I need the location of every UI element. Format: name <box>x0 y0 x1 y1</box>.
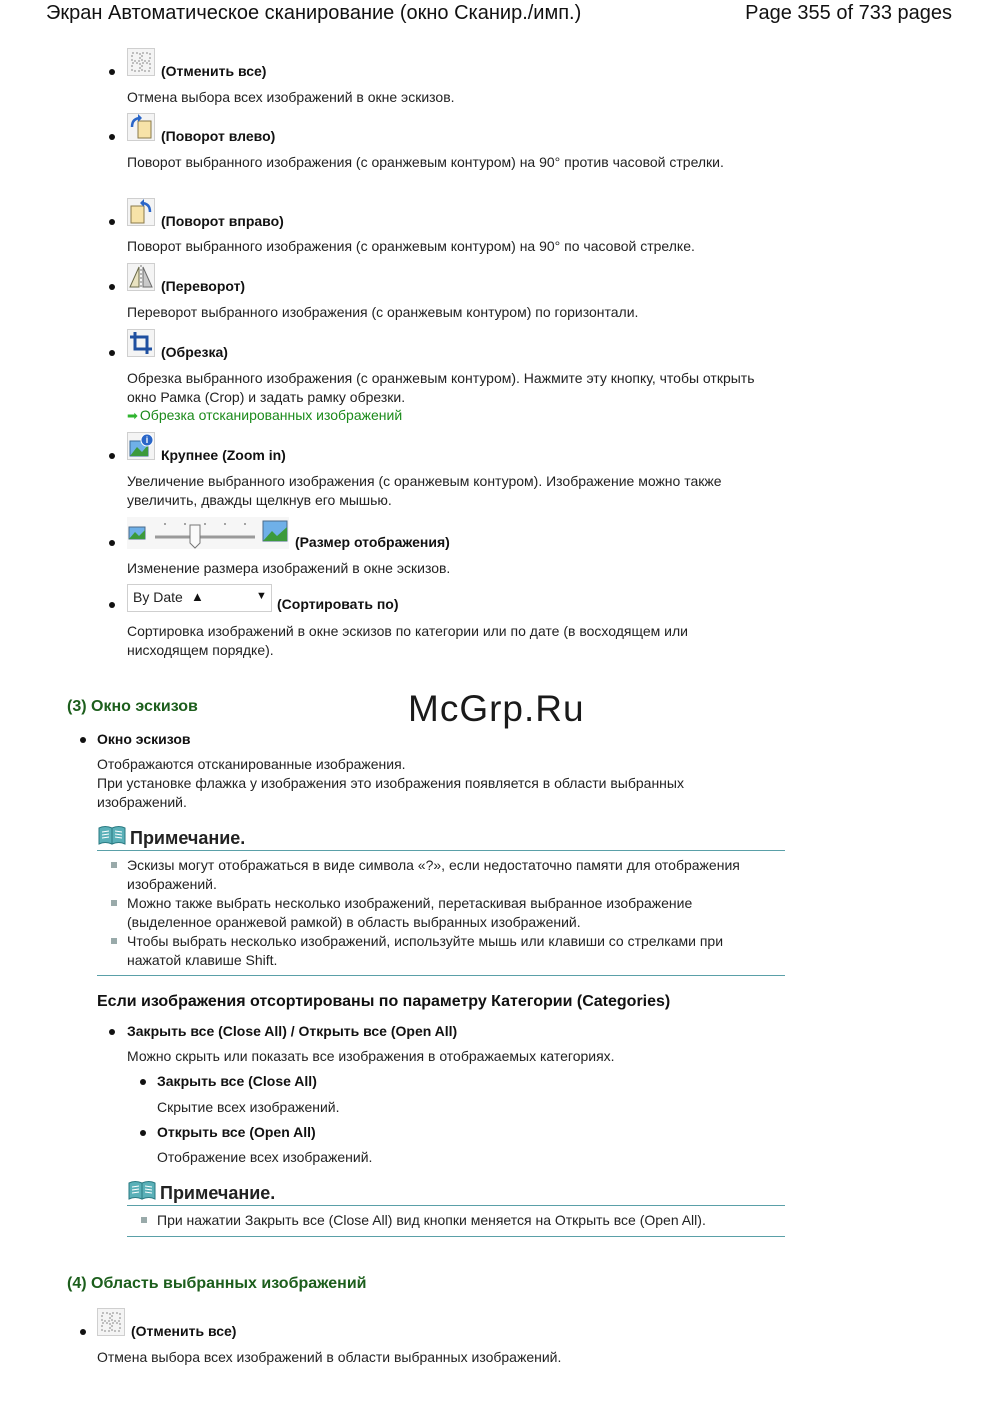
note-divider <box>97 975 785 976</box>
item-label: Открыть все (Open All) <box>157 1124 316 1140</box>
note-square-bullet <box>111 862 117 868</box>
item-label: (Обрезка) <box>161 344 228 360</box>
note-divider <box>97 850 785 851</box>
bullet <box>140 1130 146 1136</box>
note-item: Эскизы могут отображаться в виде символа «?», если недостаточно памяти для отображения изображений. <box>127 857 740 892</box>
svg-text:i: i <box>145 435 149 445</box>
item-label: Закрыть все (Close All) / Открыть все (Open All) <box>127 1023 458 1039</box>
note-title: Примечание. <box>160 1183 276 1203</box>
note-item: Можно также выбрать несколько изображений, перетаскивая выбранное изображение (выделенное оранжевой рамкой) в область выбранных изображений. <box>127 895 693 930</box>
zoom-in-icon[interactable] <box>127 432 155 460</box>
bullet <box>109 219 115 225</box>
crop-icon[interactable] <box>127 329 155 357</box>
bullet <box>80 1329 86 1335</box>
note-divider <box>127 1205 785 1206</box>
bullet <box>109 602 115 608</box>
item-description: Отображение всех изображений. <box>157 1149 373 1165</box>
item-label: (Поворот влево) <box>161 128 276 144</box>
crop-link-text[interactable]: Обрезка отсканированных изображений <box>139 407 403 423</box>
item-label: (Переворот) <box>161 278 246 294</box>
bullet <box>109 350 115 356</box>
watermark: McGrp.Ru <box>408 688 585 729</box>
item-description: Скрытие всех изображений. <box>157 1099 340 1115</box>
slider-thumb[interactable] <box>190 525 200 548</box>
bullet <box>109 540 115 546</box>
item-description: Обрезка выбранного изображения (с оранжевым контуром). Нажмите эту кнопку, чтобы открыть окно Рамка (Crop) и задать рамку обрезки. <box>127 370 755 405</box>
item-description: Отмена выбора всех изображений в области выбранных изображений. <box>97 1349 562 1365</box>
deselect-all-icon[interactable] <box>127 48 155 76</box>
bullet <box>109 69 115 75</box>
page-number: Page 355 of 733 pages <box>745 2 952 24</box>
section-heading: (4) Область выбранных изображений <box>67 1275 367 1292</box>
item-label: Окно эскизов <box>97 731 191 747</box>
chevron-down-icon[interactable]: ▼ <box>256 590 267 602</box>
display-size-slider[interactable] <box>127 517 289 549</box>
item-description: Увеличение выбранного изображения (с оранжевым контуром). Изображение можно также увеличить, дважды щелкнув его мышью. <box>127 473 722 508</box>
note-square-bullet <box>111 938 117 944</box>
item-description: Можно скрыть или показать все изображения в отображаемых категориях. <box>127 1048 615 1064</box>
note-title: Примечание. <box>130 828 246 848</box>
item-label: Крупнее (Zoom in) <box>161 447 286 463</box>
item-description: Поворот выбранного изображения (с оранжевым контуром) на 90° по часовой стрелке. <box>127 238 695 254</box>
item-description: Переворот выбранного изображения (с оранжевым контуром) по горизонтали. <box>127 304 639 320</box>
item-label: Закрыть все (Close All) <box>157 1073 317 1089</box>
sort-ascending-icon: ▲ <box>191 589 204 604</box>
item-label: (Отменить все) <box>161 63 267 79</box>
deselect-all-icon[interactable] <box>97 1308 125 1336</box>
note-item: При нажатии Закрыть все (Close All) вид кнопки меняется на Открыть все (Open All). <box>157 1212 706 1228</box>
note-square-bullet <box>111 900 117 906</box>
note-book-icon <box>98 825 126 845</box>
note-divider <box>127 1236 785 1237</box>
item-label: (Отменить все) <box>131 1323 237 1339</box>
sub-heading: Если изображения отсортированы по параметру Категории (Categories) <box>97 993 671 1010</box>
rotate-right-icon[interactable] <box>127 198 155 226</box>
item-label: (Сортировать по) <box>277 596 399 612</box>
bullet <box>109 284 115 290</box>
bullet <box>109 1029 115 1035</box>
rotate-left-icon[interactable] <box>127 113 155 141</box>
page-header-title: Экран Автоматическое сканирование (окно Сканир./имп.) <box>46 2 582 24</box>
bullet <box>109 453 115 459</box>
bullet <box>140 1079 146 1085</box>
section-heading: (3) Окно эскизов <box>67 698 198 715</box>
crop-link[interactable] <box>127 407 402 424</box>
flip-icon[interactable] <box>127 263 155 291</box>
sort-dropdown[interactable] <box>127 584 272 612</box>
bullet <box>109 134 115 140</box>
item-description: Поворот выбранного изображения (с оранжевым контуром) на 90° против часовой стрелки. <box>127 154 724 170</box>
item-description: Сортировка изображений в окне эскизов по категории или по дате (в восходящем или нисходящем порядке). <box>127 623 688 658</box>
sort-dropdown-value: By Date <box>133 589 183 605</box>
item-description: Отображаются отсканированные изображения. При установке флажка у изображения это изображения появляется в области выбранных изображений. <box>97 756 684 810</box>
arrow-right-icon: ➡ <box>127 408 138 423</box>
item-label: (Размер отображения) <box>295 534 450 550</box>
item-label: (Поворот вправо) <box>161 213 284 229</box>
note-book-icon <box>128 1180 156 1200</box>
note-item: Чтобы выбрать несколько изображений, используйте мышь или клавиши со стрелками при нажатой клавише Shift. <box>127 933 724 968</box>
item-description: Изменение размера изображений в окне эскизов. <box>127 560 451 576</box>
item-description: Отмена выбора всех изображений в окне эскизов. <box>127 89 455 105</box>
note-square-bullet <box>141 1217 147 1223</box>
bullet <box>80 737 86 743</box>
